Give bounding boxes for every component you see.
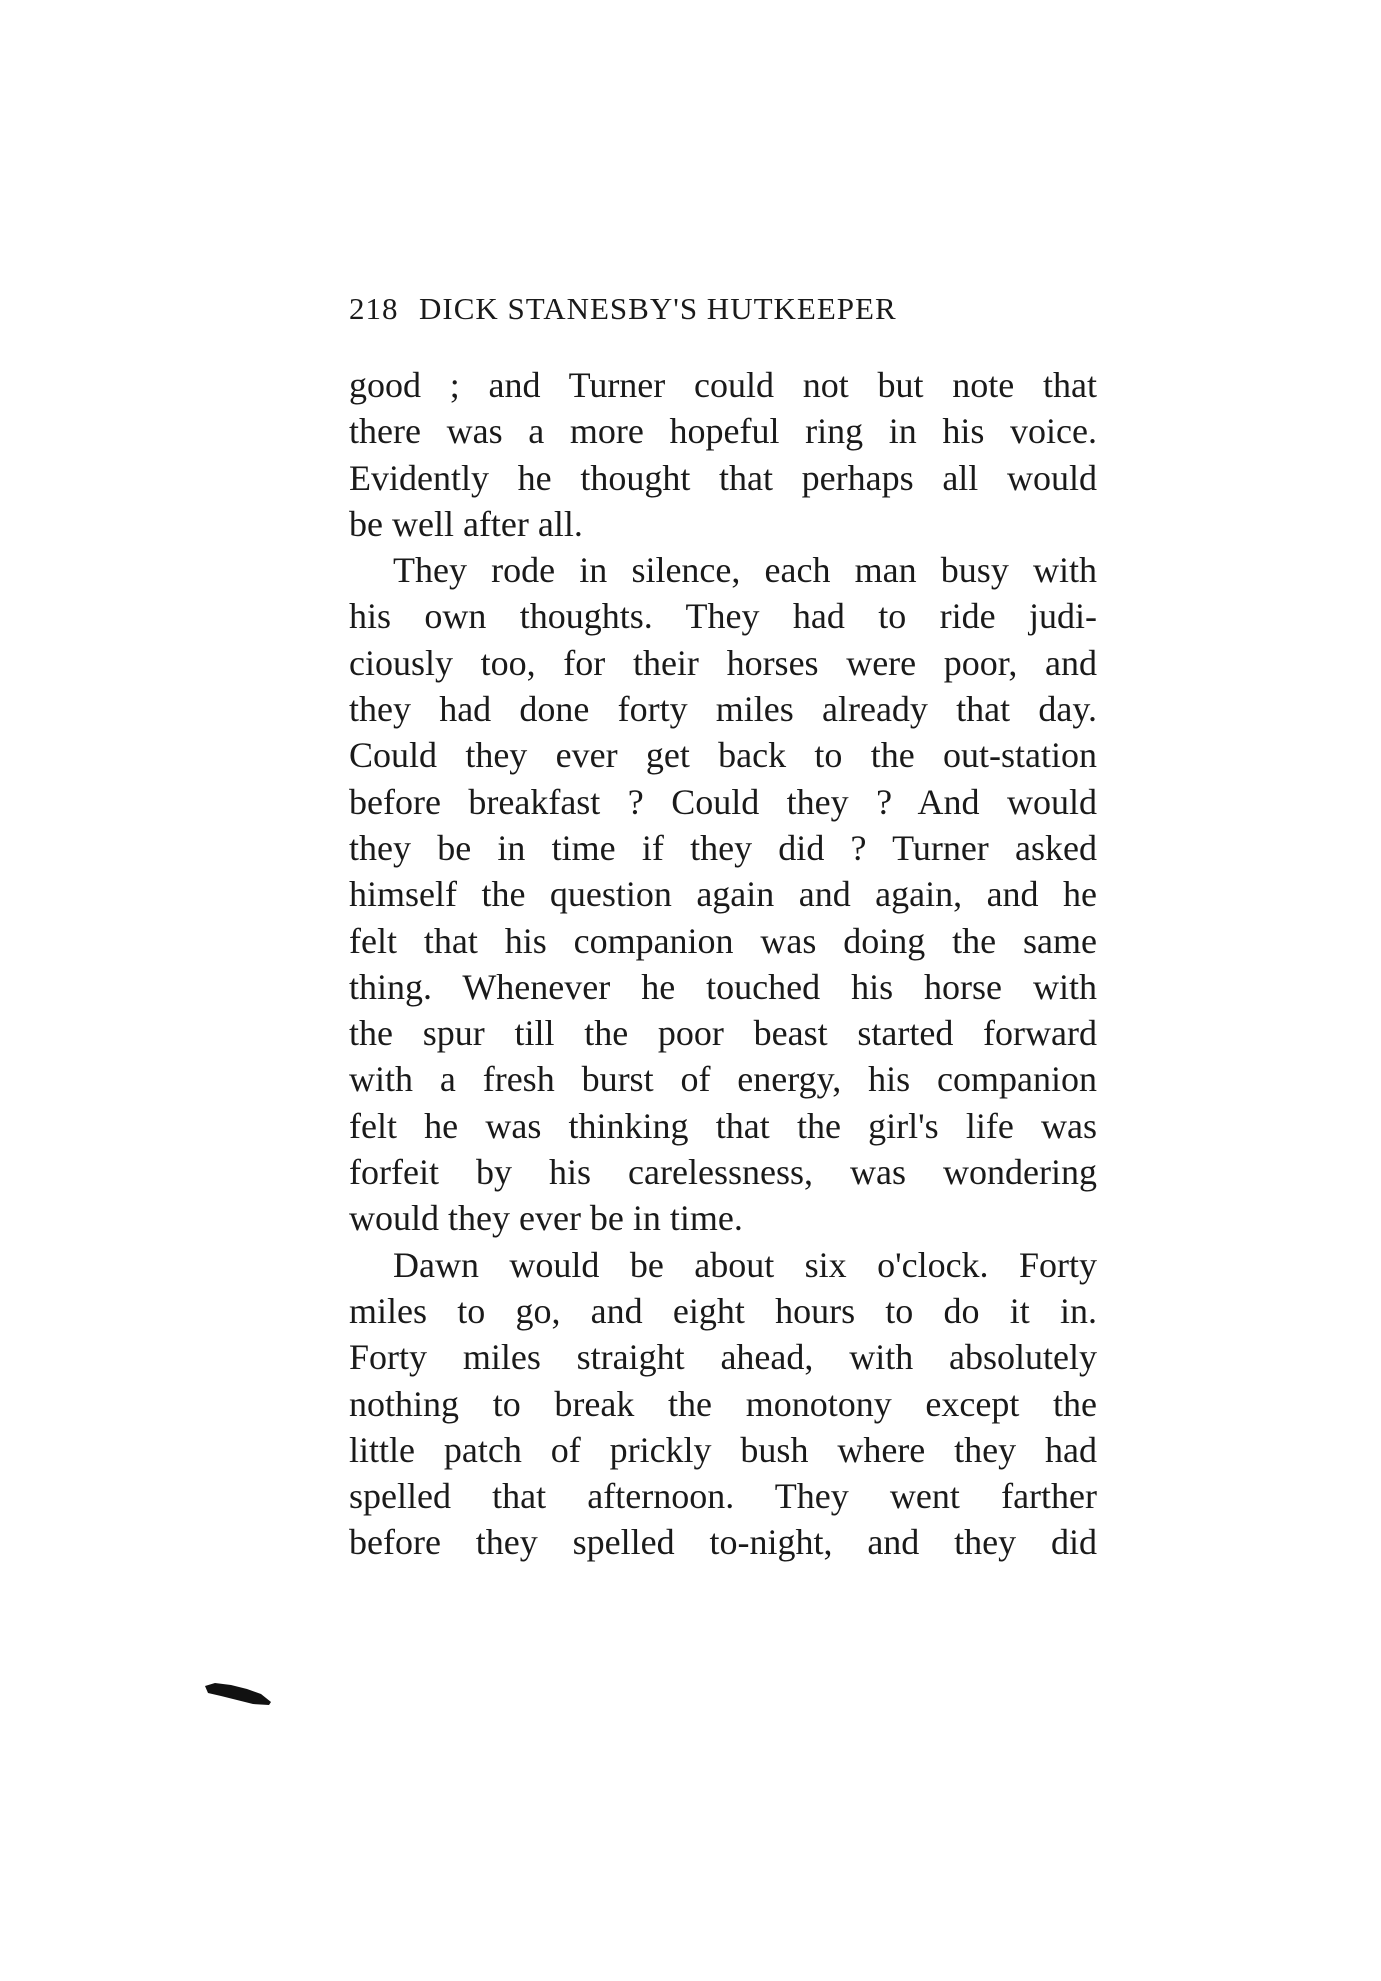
text-line: thing. Whenever he touched his horse with <box>349 966 1097 1007</box>
text-line: They rode in silence, each man busy with <box>393 550 1097 591</box>
text-line: they be in time if they did ? Turner asked <box>349 827 1097 868</box>
text-line: the spur till the poor beast started forward <box>349 1013 1097 1054</box>
text-line: with a fresh burst of energy, his companion <box>349 1059 1097 1100</box>
text-line: good ; and Turner could not but note that <box>349 365 1097 405</box>
text-line: little patch of prickly bush where they had <box>349 1429 1097 1470</box>
text-line: Forty miles straight ahead, with absolutely <box>349 1337 1097 1378</box>
text-line: Dawn would be about six o'clock. Forty <box>393 1244 1097 1285</box>
running-head <box>349 286 1097 332</box>
ink-smudge-mark <box>203 1682 273 1706</box>
body-text <box>349 362 1097 1566</box>
page-number: 218 <box>349 291 399 326</box>
text-line: be well after all. <box>349 503 583 544</box>
text-line: would they ever be in time. <box>349 1198 743 1239</box>
text-line: felt that his companion was doing the same <box>349 920 1097 961</box>
text-line: himself the question again and again, and he <box>349 874 1097 915</box>
text-line: there was a more hopeful ring in his voice. <box>349 411 1097 452</box>
text-line: before they spelled to-night, and they did <box>349 1522 1097 1563</box>
text-line: felt he was thinking that the girl's life was <box>349 1105 1097 1146</box>
text-line: miles to go, and eight hours to do it in. <box>349 1290 1097 1331</box>
text-line: before breakfast ? Could they ? And would <box>349 781 1097 822</box>
text-line: forfeit by his carelessness, was wondering <box>349 1152 1097 1193</box>
text-line: spelled that afternoon. They went farther <box>349 1476 1097 1517</box>
text-line: Could they ever get back to the out-station <box>349 735 1097 776</box>
text-line: his own thoughts. They had to ride judi- <box>349 596 1097 637</box>
text-line: ciously too, for their horses were poor, and <box>349 642 1097 683</box>
running-title: DICK STANESBY'S HUTKEEPER <box>419 291 897 326</box>
text-line: they had done forty miles already that day. <box>349 689 1097 730</box>
text-line: nothing to break the monotony except the <box>349 1383 1097 1424</box>
text-line: Evidently he thought that perhaps all would <box>349 457 1097 498</box>
